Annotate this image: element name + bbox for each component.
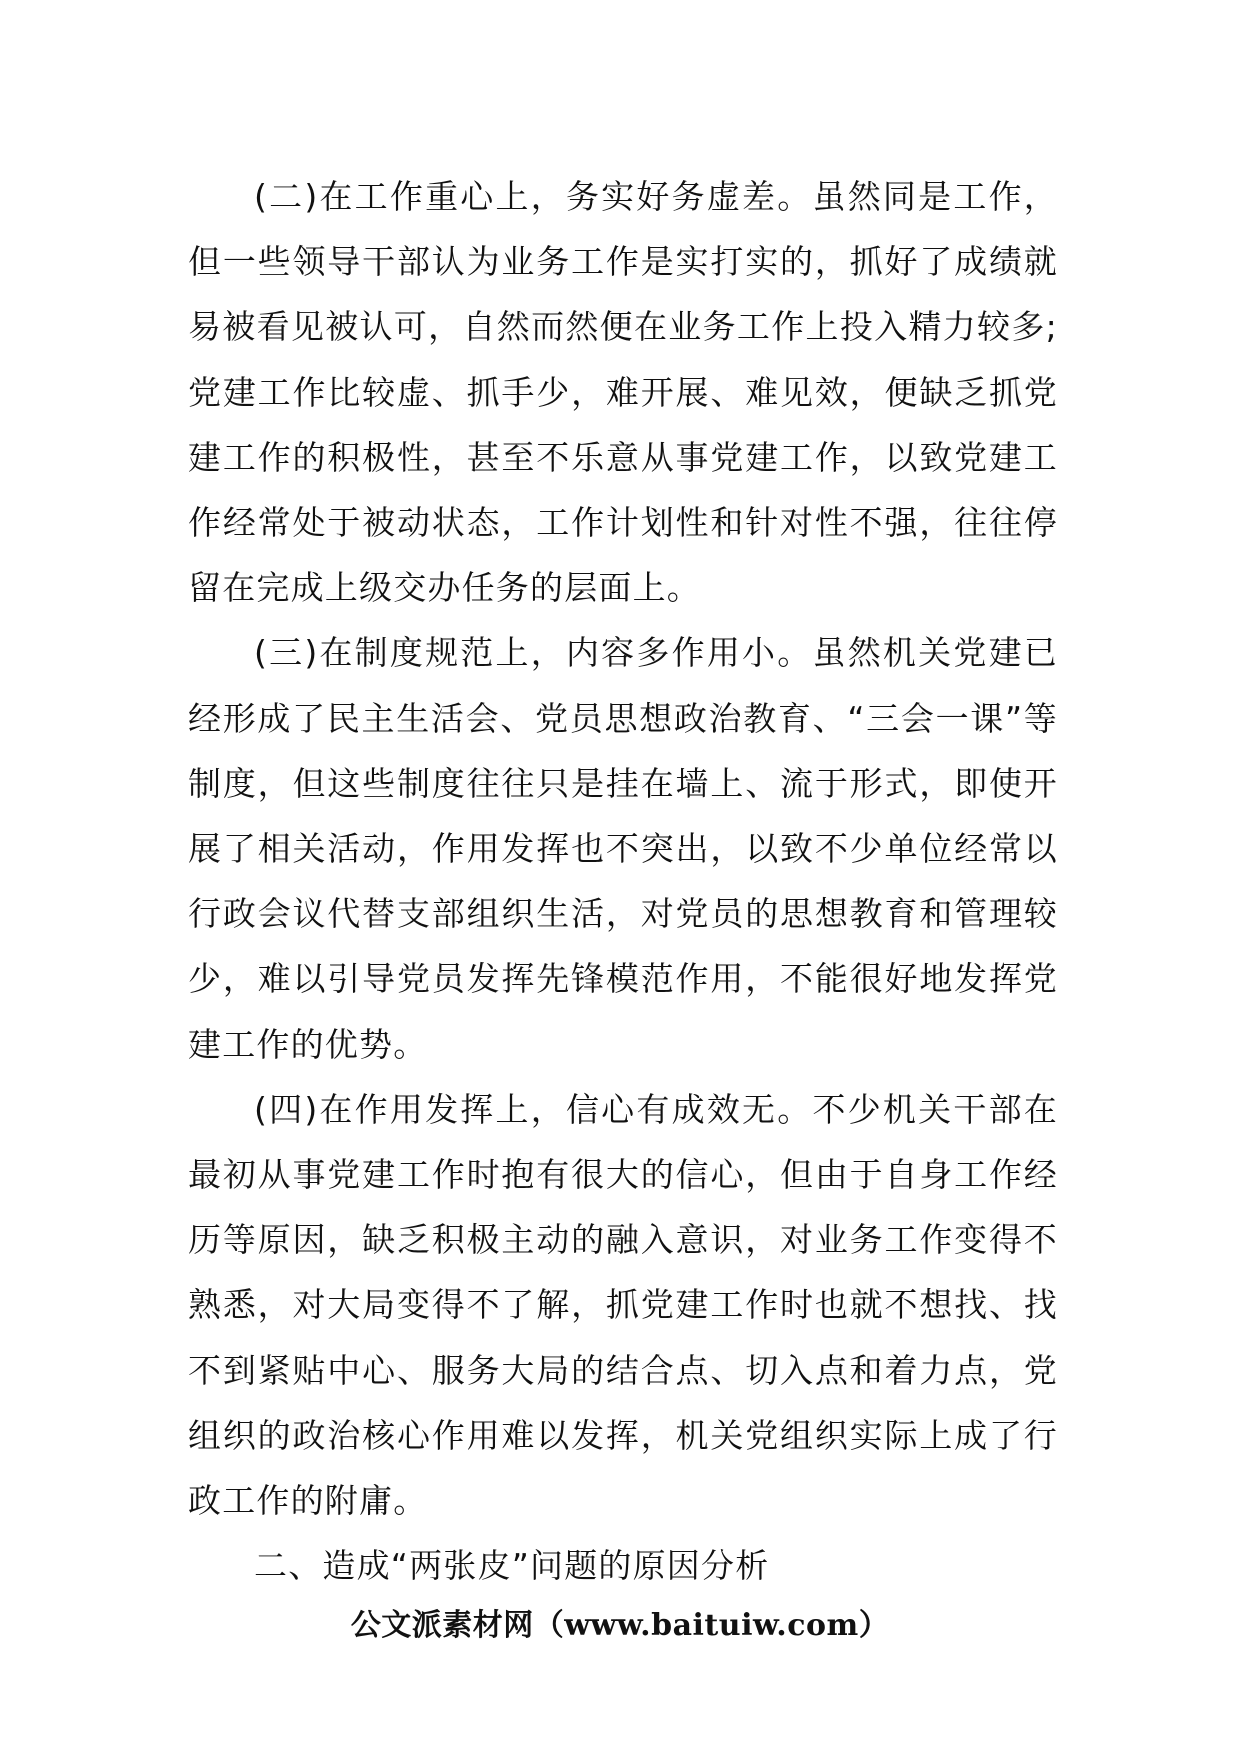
paragraph-role-performance: (四)在作用发挥上，信心有成效无。不少机关干部在最初从事党建工作时抱有很大的信心，但由于自身工作经历等原因，缺乏积极主动的融入意识，对业务工作变得不熟悉，对大局变得不了解，抓党建工作时也就不想找、找不到紧贴中心、服务大局的结合点、切入点和着力点，党组织的政治核心作用难以发挥，机关党组织实际上成了行政工作的附庸。 bbox=[188, 1089, 1058, 1521]
paragraph-work-focus: (二)在工作重心上，务实好务虚差。虽然同是工作，但一些领导干部认为业务工作是实打实的，抓好了成绩就易被看见被认可，自然而然便在业务工作上投入精力较多;党建工作比较虚、抓手少，难开展、难见效，便缺乏抓党建工作的积极性，甚至不乐意从事党建工作，以致党建工作经常处于被动状态，工作计划性和针对性不强，往往停留在完成上级交办任务的层面上。 bbox=[188, 177, 1058, 608]
paragraph-institutional-norms: (三)在制度规范上，内容多作用小。虽然机关党建已经形成了民主生活会、党员思想政治教育、“三会一课”等制度，但这些制度往往只是挂在墙上、流于形式，即使开展了相关活动，作用发挥也不突出，以致不少单位经常以行政会议代替支部组织生活，对党员的思想教育和管理较少，难以引导党员发挥先锋模范作用，不能很好地发挥党建工作的优势。 bbox=[188, 633, 1058, 1064]
section-heading: 二、造成“两张皮”问题的原因分析 bbox=[254, 1546, 770, 1586]
footer-watermark: 公文派素材网（www.baituiw.com） bbox=[350, 1608, 890, 1643]
document-body bbox=[188, 164, 1058, 1598]
